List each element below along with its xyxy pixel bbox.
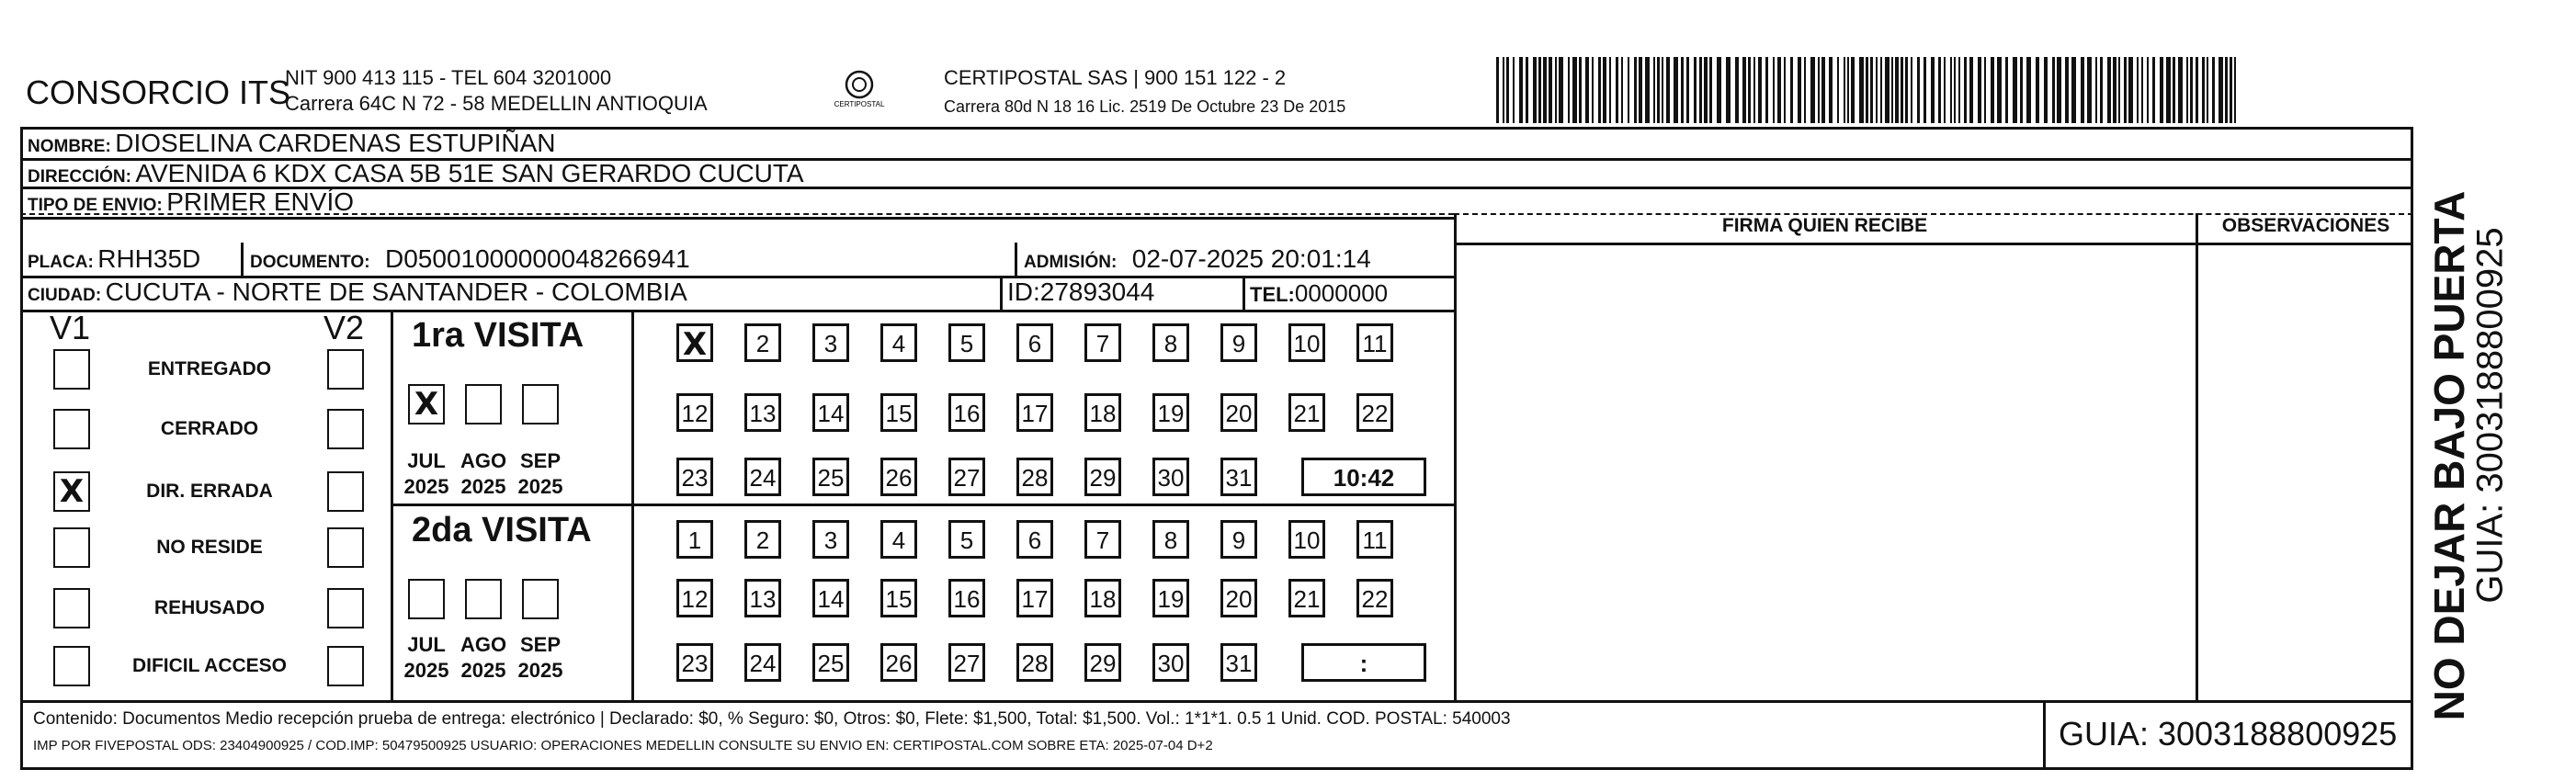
second-visit-title: 2da VISITA — [412, 511, 592, 549]
footer-line — [20, 700, 2413, 703]
first-visit-day-cell[interactable]: 28 — [1016, 458, 1053, 496]
first-visit-day-cell[interactable]: 8 — [1152, 323, 1189, 362]
v1-checkbox[interactable] — [53, 588, 90, 628]
id-label: ID: — [1007, 277, 1040, 306]
second-visit-day-cell[interactable]: 4 — [880, 520, 917, 559]
placa-value: RHH35D — [97, 244, 201, 273]
company-name: CONSORCIO ITS — [26, 74, 291, 111]
col-line — [1454, 213, 1457, 700]
certipostal-name: CERTIPOSTAL SAS | 900 151 122 - 2 — [944, 66, 1287, 89]
barcode-icon — [1496, 57, 2241, 123]
footer-contenido: Contenido: Documentos Medio recepción prueba de entrega: electrónico | Declarado: $0, % Seguro: $0, Otros: $0, Flete: $1,500, Total: $1,500. Vol.: 1*1*1. 0.5 1 Unid. COD. POSTAL: 540003 — [33, 709, 1511, 729]
v2-checkbox[interactable] — [327, 471, 364, 512]
row-line — [20, 310, 1454, 312]
status-label: DIFICIL ACCESO — [131, 655, 287, 676]
check-mark: X — [414, 386, 439, 423]
second-visit-day-cell[interactable]: 20 — [1220, 579, 1257, 617]
first-visit-day-cell[interactable]: 5 — [948, 323, 985, 362]
month-name: JUL — [407, 449, 446, 472]
v2-checkbox[interactable] — [327, 349, 364, 390]
v1-checkbox[interactable] — [53, 349, 90, 390]
footer-divider — [2043, 700, 2046, 770]
footer-guia: GUIA: 3003188800925 — [2059, 715, 2398, 753]
status-label: REHUSADO — [153, 597, 266, 618]
month-name: JUL — [407, 633, 446, 656]
certipostal-logo — [832, 66, 887, 114]
second-visit-day-cell[interactable]: 26 — [880, 643, 917, 682]
second-visit-day-cell[interactable]: 19 — [1152, 579, 1189, 617]
second-visit-time-field[interactable]: : — [1301, 643, 1426, 682]
direccion-row — [28, 159, 804, 188]
v1-checkbox[interactable] — [53, 471, 90, 512]
month-label — [456, 632, 511, 684]
tipo-row — [28, 187, 354, 217]
side-guia-text: GUIA: 3003188800925 — [2469, 227, 2511, 604]
second-visit-day-cell[interactable]: 2 — [744, 520, 781, 559]
second-visit-day-cell[interactable]: 31 — [1220, 643, 1257, 682]
first-visit-day-cell[interactable]: 15 — [880, 393, 917, 432]
v2-checkbox[interactable] — [327, 527, 364, 568]
col-line — [2196, 213, 2198, 700]
second-visit-day-cell[interactable]: 11 — [1356, 520, 1393, 559]
first-visit-day-cell[interactable]: 25 — [812, 458, 849, 496]
second-visit-day-cell[interactable]: 7 — [1084, 520, 1121, 559]
month-year: 2025 — [517, 659, 563, 682]
month-label — [399, 448, 454, 500]
first-visit-day-cell[interactable]: 9 — [1220, 323, 1257, 362]
check-mark: X — [59, 473, 85, 510]
second-visit-day-cell[interactable]: 17 — [1016, 579, 1053, 617]
status-label: ENTREGADO — [147, 358, 272, 379]
direccion-label: DIRECCIÓN: — [28, 167, 131, 187]
second-visit-day-cell[interactable]: 28 — [1016, 643, 1053, 682]
col-line — [241, 243, 244, 276]
tipo-label: TIPO DE ENVIO: — [28, 196, 163, 215]
documento-row — [250, 244, 690, 274]
admision-row — [1024, 244, 1371, 274]
footer-imp: IMP POR FIVEPOSTAL ODS: 23404900925 / COD.IMP: 50479500925 USUARIO: OPERACIONES MEDELLIN CONSULTE SU ENVIO EN: CERTIPOSTAL.COM SOBRE ETA: 2025-07-04 D+2 — [33, 738, 1213, 753]
second-visit-day-cell[interactable]: 9 — [1220, 520, 1257, 559]
v1-checkbox[interactable] — [53, 646, 90, 686]
first-visit-title: 1ra VISITA — [412, 316, 584, 355]
second-visit-day-cell[interactable]: 13 — [744, 579, 781, 617]
first-visit-time-field[interactable]: 10:42 — [1301, 458, 1426, 496]
first-visit-day-cell[interactable]: 13 — [744, 393, 781, 432]
first-visit-day-cell[interactable]: 23 — [676, 458, 713, 496]
tel-label: TEL: — [1250, 283, 1295, 306]
first-visit-day-cell[interactable]: 22 — [1356, 393, 1393, 432]
v2-header: V2 — [323, 309, 365, 346]
first-visit-day-cell[interactable]: 24 — [744, 458, 781, 496]
placa-label: PLACA: — [28, 253, 94, 272]
id-row — [1007, 277, 1154, 307]
first-visit-day-cell[interactable]: 3 — [812, 323, 849, 362]
second-visit-day-cell[interactable]: 16 — [948, 579, 985, 617]
admision-value: 02-07-2025 20:01:14 — [1131, 244, 1371, 273]
second-visit-day-cell[interactable]: 25 — [812, 643, 849, 682]
first-visit-day-cell[interactable]: 29 — [1084, 458, 1121, 496]
second-visit-day-cell[interactable]: 21 — [1288, 579, 1325, 617]
v2-checkbox[interactable] — [327, 588, 364, 628]
first-visit-day-cell[interactable]: 2 — [744, 323, 781, 362]
second-visit-day-cell[interactable]: 18 — [1084, 579, 1121, 617]
month-label — [399, 632, 454, 684]
first-visit-month-checkbox[interactable] — [465, 384, 502, 424]
firma-header: FIRMA QUIEN RECIBE — [1721, 215, 1928, 236]
company-nit: NIT 900 413 115 - TEL 604 3201000 — [285, 66, 612, 89]
second-visit-day-cell[interactable]: 3 — [812, 520, 849, 559]
first-visit-day-cell[interactable]: 14 — [812, 393, 849, 432]
first-visit-day-cell[interactable]: 10 — [1288, 323, 1325, 362]
month-name: SEP — [519, 633, 562, 656]
second-visit-day-cell[interactable]: 5 — [948, 520, 985, 559]
observaciones-header: OBSERVACIONES — [2221, 215, 2390, 236]
ciudad-row — [28, 277, 687, 307]
month-year: 2025 — [517, 475, 563, 498]
tipo-value: PRIMER ENVÍO — [166, 187, 355, 216]
first-visit-day-cell[interactable]: 4 — [880, 323, 917, 362]
second-visit-day-cell[interactable]: 8 — [1152, 520, 1189, 559]
month-year: 2025 — [460, 659, 506, 682]
second-visit-day-cell[interactable]: 27 — [948, 643, 985, 682]
month-label — [456, 448, 511, 500]
tel-row — [1250, 279, 1388, 308]
status-label: DIR. ERRADA — [146, 481, 273, 502]
month-year: 2025 — [403, 475, 449, 498]
placa-row — [28, 244, 200, 274]
certipostal-address: Carrera 80d N 18 16 Lic. 2519 De Octubre 23 De 2015 — [944, 97, 1346, 116]
nombre-value: DIOSELINA CARDENAS ESTUPIÑAN — [115, 129, 556, 157]
month-name: AGO — [460, 449, 507, 472]
first-visit-month-checkbox[interactable] — [522, 384, 559, 424]
row-line — [1454, 243, 2413, 245]
second-visit-day-cell[interactable]: 12 — [676, 579, 713, 617]
second-visit-day-cell[interactable]: 14 — [812, 579, 849, 617]
first-visit-day-cell[interactable]: 16 — [948, 393, 985, 432]
month-label — [513, 632, 568, 684]
col-line — [1000, 276, 1003, 310]
second-visit-day-cell[interactable]: 15 — [880, 579, 917, 617]
visit-separator — [391, 504, 1454, 506]
first-visit-day-cell[interactable]: 6 — [1016, 323, 1053, 362]
first-visit-day-cell[interactable]: 26 — [880, 458, 917, 496]
nombre-label: NOMBRE: — [28, 137, 111, 156]
first-visit-day-cell[interactable]: 21 — [1288, 393, 1325, 432]
first-visit-day-cell[interactable]: 31 — [1220, 458, 1257, 496]
first-visit-day-cell[interactable]: 11 — [1356, 323, 1393, 362]
month-year: 2025 — [403, 659, 449, 682]
first-visit-day-cell[interactable]: 19 — [1152, 393, 1189, 432]
second-visit-day-cell[interactable]: 1 — [676, 520, 713, 559]
second-visit-month-checkbox[interactable] — [522, 579, 559, 619]
second-visit-day-cell[interactable]: 22 — [1356, 579, 1393, 617]
second-visit-month-checkbox[interactable] — [465, 579, 502, 619]
admision-label: ADMISIÓN: — [1024, 253, 1118, 272]
status-label: NO RESIDE — [156, 537, 263, 558]
month-year: 2025 — [460, 475, 506, 498]
month-name: AGO — [460, 633, 507, 656]
first-visit-day-cell[interactable]: 30 — [1152, 458, 1189, 496]
v1-header: V1 — [50, 309, 91, 346]
first-visit-day-cell[interactable]: X — [676, 323, 713, 362]
first-visit-day-cell[interactable]: 18 — [1084, 393, 1121, 432]
v1-checkbox[interactable] — [53, 527, 90, 568]
second-visit-day-cell[interactable]: 24 — [744, 643, 781, 682]
month-label — [513, 448, 568, 500]
first-visit-day-cell[interactable]: 27 — [948, 458, 985, 496]
v2-checkbox[interactable] — [327, 409, 364, 449]
company-address: Carrera 64C N 72 - 58 MEDELLIN ANTIOQUIA — [285, 92, 708, 115]
first-visit-day-cell[interactable]: 7 — [1084, 323, 1121, 362]
v1-checkbox[interactable] — [53, 409, 90, 449]
no-dejar-text: NO DEJAR BAJO PUERTA — [2425, 190, 2473, 721]
ciudad-value: CUCUTA - NORTE DE SANTANDER - COLOMBIA — [105, 277, 687, 306]
status-label: CERRADO — [160, 418, 259, 439]
ciudad-label: CIUDAD: — [28, 286, 102, 305]
second-visit-day-cell[interactable]: 23 — [676, 643, 713, 682]
tel-value: 0000000 — [1294, 279, 1389, 307]
first-visit-day-cell[interactable]: 20 — [1220, 393, 1257, 432]
first-visit-month-checkbox[interactable] — [408, 384, 445, 424]
logo-text: CERTIPOSTAL — [834, 100, 885, 108]
first-visit-day-cell[interactable]: 17 — [1016, 393, 1053, 432]
v2-checkbox[interactable] — [327, 646, 364, 686]
month-name: SEP — [519, 449, 562, 472]
id-value: 27893044 — [1039, 277, 1155, 306]
documento-label: DOCUMENTO: — [250, 253, 370, 272]
col-line — [1015, 243, 1017, 276]
nombre-row — [28, 129, 555, 158]
documento-value: D05001000000048266941 — [385, 244, 690, 273]
direccion-value: AVENIDA 6 KDX CASA 5B 51E SAN GERARDO CUCUTA — [135, 159, 804, 187]
second-visit-day-cell[interactable]: 30 — [1152, 643, 1189, 682]
second-visit-day-cell[interactable]: 10 — [1288, 520, 1325, 559]
second-visit-month-checkbox[interactable] — [408, 579, 445, 619]
col-line — [1243, 276, 1245, 310]
second-visit-day-cell[interactable]: 6 — [1016, 520, 1053, 559]
first-visit-day-cell[interactable]: 12 — [676, 393, 713, 432]
second-visit-day-cell[interactable]: 29 — [1084, 643, 1121, 682]
row-line — [20, 217, 1454, 220]
